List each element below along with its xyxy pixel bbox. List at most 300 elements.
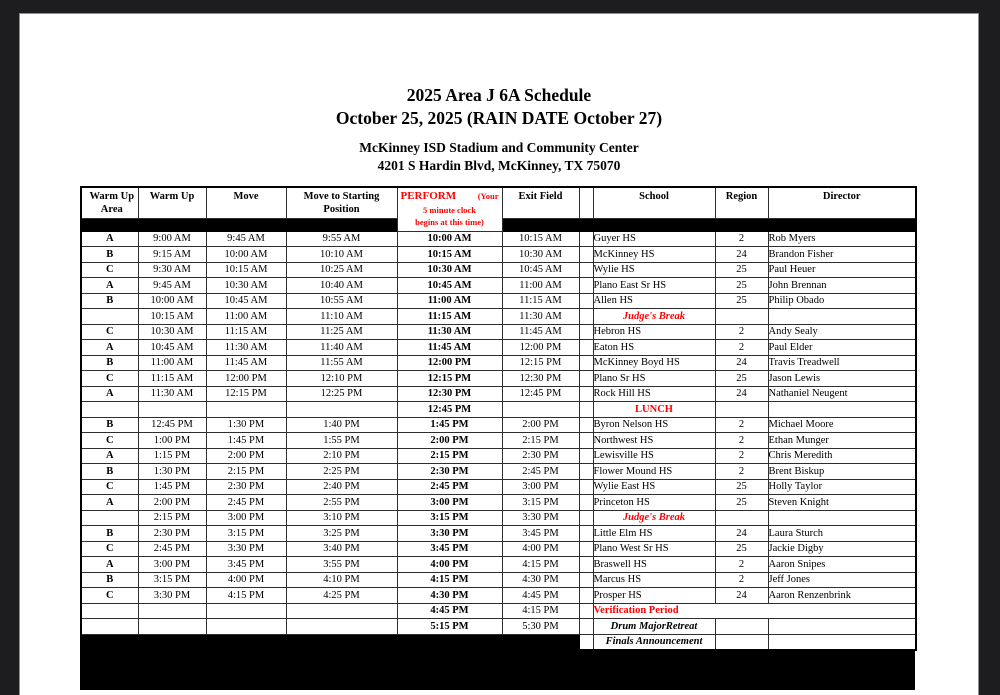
cell-move-to-starting-position: 3:10 PM	[286, 510, 397, 526]
cell-director: Michael Moore	[768, 417, 916, 433]
cell-move-to-starting-position: 11:25 AM	[286, 324, 397, 340]
cell-warm-up-area: C	[81, 262, 138, 278]
cell-perform: 10:30 AM	[397, 262, 502, 278]
cell-warm-up: 1:15 PM	[138, 448, 206, 464]
cell-move-to-starting-position: 10:40 AM	[286, 278, 397, 294]
schedule-row	[81, 309, 916, 325]
cell-perform: 12:45 PM	[397, 402, 502, 418]
cell-region: 25	[715, 293, 768, 309]
cell-perform: 2:15 PM	[397, 448, 502, 464]
cell-exit-field: 10:15 AM	[502, 231, 579, 247]
cell-move-to-starting-position: 2:25 PM	[286, 464, 397, 480]
cell-move: 9:45 AM	[206, 231, 286, 247]
cell-perform: 10:00 AM	[397, 231, 502, 247]
cell-spacer	[579, 541, 593, 557]
cell-spacer	[579, 262, 593, 278]
cell-warm-up: 10:15 AM	[138, 309, 206, 325]
cell-exit-field: 3:00 PM	[502, 479, 579, 495]
cell-director	[768, 309, 916, 325]
cell-perform: 3:45 PM	[397, 541, 502, 557]
cell-move: 3:00 PM	[206, 510, 286, 526]
cell-move-to-starting-position: 10:25 AM	[286, 262, 397, 278]
schedule-row	[81, 448, 916, 464]
cell-spacer	[579, 588, 593, 604]
cell-director: Aaron Snipes	[768, 557, 916, 573]
schedule-row	[81, 479, 916, 495]
cell-director: Philip Obado	[768, 293, 916, 309]
cell-region: 24	[715, 526, 768, 542]
schedule-row	[81, 603, 916, 619]
cell-region: 2	[715, 433, 768, 449]
cell-school: Plano East Sr HS	[593, 278, 715, 294]
cell-verification-period: Verification Period	[593, 603, 916, 619]
cell-move: 10:15 AM	[206, 262, 286, 278]
cell-move	[206, 603, 286, 619]
cell-school: Guyer HS	[593, 231, 715, 247]
cell-exit-field: 3:30 PM	[502, 510, 579, 526]
cell-move	[206, 402, 286, 418]
cell-warm-up-area: C	[81, 479, 138, 495]
cell-warm-up-area: B	[81, 293, 138, 309]
cell-director: Jason Lewis	[768, 371, 916, 387]
cell-region: 24	[715, 386, 768, 402]
cell-school: Wylie HS	[593, 262, 715, 278]
cell-spacer	[579, 355, 593, 371]
cell-perform: 12:30 PM	[397, 386, 502, 402]
divider-black-cell-right	[502, 218, 916, 231]
cell-move	[206, 619, 286, 635]
cell-school: Allen HS	[593, 293, 715, 309]
cell-exit-field: 3:15 PM	[502, 495, 579, 511]
cell-move-to-starting-position: 3:40 PM	[286, 541, 397, 557]
header-director: Director	[768, 187, 916, 218]
cell-warm-up-area: B	[81, 572, 138, 588]
finals-black-cell	[81, 634, 579, 650]
cell-move-to-starting-position: 2:10 PM	[286, 448, 397, 464]
cell-warm-up: 9:00 AM	[138, 231, 206, 247]
cell-move-to-starting-position	[286, 619, 397, 635]
cell-exit-field: 12:45 PM	[502, 386, 579, 402]
cell-school: McKinney Boyd HS	[593, 355, 715, 371]
cell-director: Jeff Jones	[768, 572, 916, 588]
cell-warm-up-area: A	[81, 448, 138, 464]
cell-perform: 2:45 PM	[397, 479, 502, 495]
cell-region: 2	[715, 464, 768, 480]
cell-director: Paul Elder	[768, 340, 916, 356]
cell-school: Byron Nelson HS	[593, 417, 715, 433]
schedule-row	[81, 417, 916, 433]
header-move-to-starting-position: Move to Starting Position	[286, 187, 397, 218]
cell-school: Plano West Sr HS	[593, 541, 715, 557]
divider-black-cell-left	[81, 218, 397, 231]
cell-region: 25	[715, 371, 768, 387]
cell-warm-up: 2:30 PM	[138, 526, 206, 542]
cell-perform: 5:15 PM	[397, 619, 502, 635]
cell-school: Judge's Break	[593, 309, 715, 325]
cell-exit-field: 4:00 PM	[502, 541, 579, 557]
cell-school: LUNCH	[593, 402, 715, 418]
cell-move-to-starting-position: 3:25 PM	[286, 526, 397, 542]
cell-move: 2:30 PM	[206, 479, 286, 495]
cell-exit-field: 2:15 PM	[502, 433, 579, 449]
schedule-row	[81, 386, 916, 402]
schedule-table	[80, 186, 917, 651]
perform-begins-note: begins at this time)	[415, 217, 484, 228]
cell-move-to-starting-position: 9:55 AM	[286, 231, 397, 247]
cell-school: McKinney HS	[593, 247, 715, 263]
cell-warm-up: 2:00 PM	[138, 495, 206, 511]
cell-director: Laura Sturch	[768, 526, 916, 542]
cell-move-to-starting-position: 4:10 PM	[286, 572, 397, 588]
cell-move-to-starting-position: 1:40 PM	[286, 417, 397, 433]
cell-move: 1:45 PM	[206, 433, 286, 449]
cell-spacer	[579, 495, 593, 511]
cell-warm-up-area: A	[81, 386, 138, 402]
header-move: Move	[206, 187, 286, 218]
cell-exit-field: 11:30 AM	[502, 309, 579, 325]
cell-director	[768, 619, 916, 635]
cell-move-to-starting-position	[286, 603, 397, 619]
cell-spacer	[579, 293, 593, 309]
header-row	[81, 187, 916, 218]
cell-exit-field: 10:30 AM	[502, 247, 579, 263]
cell-region: 2	[715, 340, 768, 356]
cell-warm-up: 11:30 AM	[138, 386, 206, 402]
cell-move-to-starting-position: 11:40 AM	[286, 340, 397, 356]
cell-warm-up-area: B	[81, 417, 138, 433]
cell-perform: 1:45 PM	[397, 417, 502, 433]
venue-name: McKinney ISD Stadium and Community Center	[359, 139, 639, 155]
cell-region	[715, 634, 768, 650]
schedule-row	[81, 433, 916, 449]
cell-warm-up	[138, 402, 206, 418]
cell-school: Rock Hill HS	[593, 386, 715, 402]
cell-move: 2:15 PM	[206, 464, 286, 480]
cell-warm-up: 3:30 PM	[138, 588, 206, 604]
cell-move: 2:45 PM	[206, 495, 286, 511]
cell-director: Brandon Fisher	[768, 247, 916, 263]
schedule-row	[81, 324, 916, 340]
cell-exit-field: 4:15 PM	[502, 557, 579, 573]
schedule-row	[81, 634, 916, 650]
cell-school: Little Elm HS	[593, 526, 715, 542]
cell-spacer	[579, 247, 593, 263]
cell-perform: 12:15 PM	[397, 371, 502, 387]
cell-region	[715, 619, 768, 635]
cell-warm-up: 2:15 PM	[138, 510, 206, 526]
cell-warm-up-area: A	[81, 340, 138, 356]
perform-clock-note: 5 minute clock	[423, 204, 476, 215]
schedule-row	[81, 402, 916, 418]
schedule-row	[81, 340, 916, 356]
cell-warm-up-area	[81, 603, 138, 619]
cell-move-to-starting-position: 2:40 PM	[286, 479, 397, 495]
cell-move-to-starting-position	[286, 402, 397, 418]
cell-perform: 2:00 PM	[397, 433, 502, 449]
cell-director	[768, 634, 916, 650]
cell-warm-up-area: C	[81, 541, 138, 557]
cell-move-to-starting-position: 2:55 PM	[286, 495, 397, 511]
cell-warm-up-area: C	[81, 371, 138, 387]
cell-spacer	[579, 510, 593, 526]
cell-spacer	[579, 557, 593, 573]
cell-exit-field: 12:00 PM	[502, 340, 579, 356]
cell-warm-up: 3:15 PM	[138, 572, 206, 588]
cell-school: Northwest HS	[593, 433, 715, 449]
schedule-row	[81, 247, 916, 263]
cell-perform: 11:00 AM	[397, 293, 502, 309]
cell-director: Paul Heuer	[768, 262, 916, 278]
cell-spacer	[579, 371, 593, 387]
cell-move: 10:00 AM	[206, 247, 286, 263]
cell-perform: 10:15 AM	[397, 247, 502, 263]
cell-director: Andy Sealy	[768, 324, 916, 340]
schedule-row	[81, 293, 916, 309]
cell-spacer	[579, 402, 593, 418]
cell-director: Travis Treadwell	[768, 355, 916, 371]
perform-label: PERFORM	[400, 190, 457, 202]
cell-perform: 4:45 PM	[397, 603, 502, 619]
perform-header-line1	[398, 190, 502, 204]
cell-school: Braswell HS	[593, 557, 715, 573]
schedule-row	[81, 526, 916, 542]
cell-spacer	[579, 619, 593, 635]
cell-move: 12:15 PM	[206, 386, 286, 402]
cell-warm-up: 11:00 AM	[138, 355, 206, 371]
schedule-row	[81, 231, 916, 247]
cell-spacer	[579, 572, 593, 588]
cell-perform: 11:30 AM	[397, 324, 502, 340]
cell-warm-up-area: A	[81, 231, 138, 247]
cell-region	[715, 510, 768, 526]
cell-exit-field: 2:00 PM	[502, 417, 579, 433]
cell-move: 11:30 AM	[206, 340, 286, 356]
header-exit-field: Exit Field	[502, 187, 579, 218]
cell-perform: 4:00 PM	[397, 557, 502, 573]
cell-move-to-starting-position: 12:10 PM	[286, 371, 397, 387]
cell-exit-field: 5:30 PM	[502, 619, 579, 635]
schedule-body	[81, 231, 916, 650]
cell-school: Eaton HS	[593, 340, 715, 356]
cell-warm-up-area: C	[81, 324, 138, 340]
cell-warm-up: 10:00 AM	[138, 293, 206, 309]
cell-perform: 11:45 AM	[397, 340, 502, 356]
cell-director	[768, 402, 916, 418]
cell-warm-up: 1:30 PM	[138, 464, 206, 480]
cell-warm-up-area	[81, 619, 138, 635]
cell-warm-up-area: C	[81, 588, 138, 604]
cell-move: 1:30 PM	[206, 417, 286, 433]
cell-warm-up-area: A	[81, 278, 138, 294]
cell-director: Aaron Renzenbrink	[768, 588, 916, 604]
cell-exit-field: 2:45 PM	[502, 464, 579, 480]
cell-director: Ethan Munger	[768, 433, 916, 449]
cell-region	[715, 402, 768, 418]
cell-move-to-starting-position: 4:25 PM	[286, 588, 397, 604]
cell-spacer	[579, 309, 593, 325]
venue-address: 4201 S Hardin Blvd, McKinney, TX 75070	[377, 158, 621, 174]
cell-move-to-starting-position: 10:55 AM	[286, 293, 397, 309]
cell-warm-up-area	[81, 402, 138, 418]
schedule-row	[81, 495, 916, 511]
cell-move: 3:30 PM	[206, 541, 286, 557]
cell-move-to-starting-position: 10:10 AM	[286, 247, 397, 263]
cell-region: 2	[715, 557, 768, 573]
cell-school: Lewisville HS	[593, 448, 715, 464]
cell-exit-field: 4:30 PM	[502, 572, 579, 588]
cell-spacer	[579, 278, 593, 294]
cell-warm-up: 9:30 AM	[138, 262, 206, 278]
header-perform	[397, 187, 502, 231]
cell-perform: 4:30 PM	[397, 588, 502, 604]
cell-exit-field: 10:45 AM	[502, 262, 579, 278]
header-spacer	[579, 187, 593, 218]
cell-warm-up-area: C	[81, 433, 138, 449]
header-school: School	[593, 187, 715, 218]
cell-move: 11:00 AM	[206, 309, 286, 325]
cell-region: 25	[715, 541, 768, 557]
cell-warm-up: 10:45 AM	[138, 340, 206, 356]
cell-warm-up: 1:45 PM	[138, 479, 206, 495]
cell-school: Finals Announcement	[593, 634, 715, 650]
cell-region: 24	[715, 247, 768, 263]
cell-warm-up: 10:30 AM	[138, 324, 206, 340]
table-footer-black-block	[80, 650, 915, 690]
cell-spacer	[579, 231, 593, 247]
cell-warm-up	[138, 603, 206, 619]
cell-spacer	[579, 603, 593, 619]
cell-warm-up-area	[81, 510, 138, 526]
cell-spacer	[579, 464, 593, 480]
cell-exit-field: 11:15 AM	[502, 293, 579, 309]
cell-move: 11:15 AM	[206, 324, 286, 340]
schedule-row	[81, 262, 916, 278]
cell-school: Wylie East HS	[593, 479, 715, 495]
cell-perform: 11:15 AM	[397, 309, 502, 325]
cell-warm-up: 2:45 PM	[138, 541, 206, 557]
cell-warm-up: 3:00 PM	[138, 557, 206, 573]
cell-spacer	[579, 448, 593, 464]
schedule-row	[81, 510, 916, 526]
cell-spacer	[579, 634, 593, 650]
cell-region: 24	[715, 588, 768, 604]
cell-warm-up	[138, 619, 206, 635]
cell-director: Jackie Digby	[768, 541, 916, 557]
cell-school: Drum MajorRetreat	[593, 619, 715, 635]
cell-region: 25	[715, 495, 768, 511]
cell-spacer	[579, 324, 593, 340]
cell-school: Hebron HS	[593, 324, 715, 340]
schedule-row	[81, 464, 916, 480]
cell-spacer	[579, 340, 593, 356]
cell-move-to-starting-position: 11:55 AM	[286, 355, 397, 371]
cell-exit-field: 11:45 AM	[502, 324, 579, 340]
cell-warm-up: 1:00 PM	[138, 433, 206, 449]
cell-perform: 2:30 PM	[397, 464, 502, 480]
cell-warm-up-area: B	[81, 526, 138, 542]
cell-move-to-starting-position: 12:25 PM	[286, 386, 397, 402]
cell-move: 10:45 AM	[206, 293, 286, 309]
schedule-row	[81, 572, 916, 588]
cell-director: Holly Taylor	[768, 479, 916, 495]
cell-perform: 3:15 PM	[397, 510, 502, 526]
cell-warm-up-area: A	[81, 557, 138, 573]
cell-spacer	[579, 386, 593, 402]
cell-school: Marcus HS	[593, 572, 715, 588]
cell-exit-field: 4:45 PM	[502, 588, 579, 604]
cell-move: 4:15 PM	[206, 588, 286, 604]
cell-director: John Brennan	[768, 278, 916, 294]
schedule-row	[81, 278, 916, 294]
cell-perform: 3:30 PM	[397, 526, 502, 542]
cell-warm-up-area	[81, 309, 138, 325]
cell-perform: 3:00 PM	[397, 495, 502, 511]
cell-director	[768, 510, 916, 526]
cell-director: Rob Myers	[768, 231, 916, 247]
cell-exit-field: 12:15 PM	[502, 355, 579, 371]
cell-region: 25	[715, 479, 768, 495]
cell-move: 2:00 PM	[206, 448, 286, 464]
document-header	[20, 84, 978, 176]
cell-director: Chris Meredith	[768, 448, 916, 464]
cell-move: 3:45 PM	[206, 557, 286, 573]
cell-perform: 10:45 AM	[397, 278, 502, 294]
cell-region	[715, 309, 768, 325]
cell-exit-field: 12:30 PM	[502, 371, 579, 387]
cell-school: Prosper HS	[593, 588, 715, 604]
cell-director: Brent Biskup	[768, 464, 916, 480]
cell-move-to-starting-position: 1:55 PM	[286, 433, 397, 449]
cell-school: Plano Sr HS	[593, 371, 715, 387]
cell-region: 2	[715, 572, 768, 588]
cell-warm-up-area: B	[81, 464, 138, 480]
cell-director: Steven Knight	[768, 495, 916, 511]
cell-exit-field: 2:30 PM	[502, 448, 579, 464]
header-warm-up: Warm Up	[138, 187, 206, 218]
perform-paren: (Your	[477, 191, 499, 201]
cell-warm-up-area: A	[81, 495, 138, 511]
header-warm-up-area: Warm Up Area	[81, 187, 138, 218]
cell-move: 4:00 PM	[206, 572, 286, 588]
cell-perform: 4:15 PM	[397, 572, 502, 588]
schedule-row	[81, 371, 916, 387]
cell-region: 24	[715, 355, 768, 371]
schedule-row	[81, 619, 916, 635]
cell-region: 25	[715, 278, 768, 294]
cell-warm-up: 12:45 PM	[138, 417, 206, 433]
cell-exit-field: 3:45 PM	[502, 526, 579, 542]
schedule-row	[81, 355, 916, 371]
schedule-row	[81, 588, 916, 604]
cell-director: Nathaniel Neugent	[768, 386, 916, 402]
cell-warm-up: 11:15 AM	[138, 371, 206, 387]
header-region: Region	[715, 187, 768, 218]
cell-move: 3:15 PM	[206, 526, 286, 542]
cell-spacer	[579, 433, 593, 449]
cell-region: 25	[715, 262, 768, 278]
cell-spacer	[579, 526, 593, 542]
cell-warm-up-area: B	[81, 355, 138, 371]
document-page	[20, 14, 978, 695]
cell-region: 2	[715, 231, 768, 247]
cell-move: 10:30 AM	[206, 278, 286, 294]
cell-exit-field: 11:00 AM	[502, 278, 579, 294]
schedule-row	[81, 557, 916, 573]
cell-move: 12:00 PM	[206, 371, 286, 387]
cell-perform: 12:00 PM	[397, 355, 502, 371]
page-title: 2025 Area J 6A Schedule	[406, 85, 592, 105]
cell-warm-up: 9:45 AM	[138, 278, 206, 294]
